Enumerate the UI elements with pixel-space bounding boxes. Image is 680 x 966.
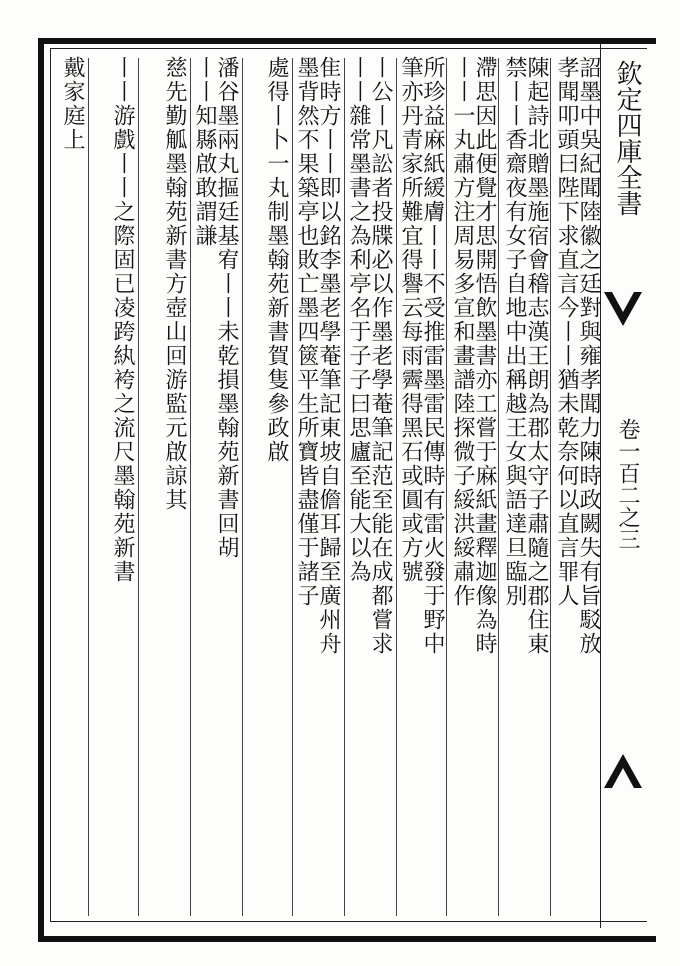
- text-column: 隹時方丨丨即以銘李墨老學菴筆記東坡自儋耳歸至廣州舟: [316, 56, 341, 656]
- column-rule: [446, 58, 447, 916]
- fishtail-bottom-inner: [612, 768, 634, 788]
- text-column: 筆亦丹青家所難宜得譽云每雨霽得黑石或圓或方號: [398, 56, 423, 584]
- text-column: 陳起詩北贈墨施宿會稽志漢王朗為郡太守子肅隨之郡住東: [524, 56, 549, 656]
- text-column: 丨丨知縣啟敢謂謙: [192, 56, 217, 248]
- juan-label: 卷一百二之三: [615, 418, 640, 550]
- book-title: 欽定四庫全書: [612, 60, 642, 216]
- fishtail-top-inner: [612, 292, 634, 312]
- text-column: 孝聞叩頭曰陛下求直言今丨丨猶未乾奈何以直言罪人: [554, 56, 579, 608]
- text-column: 丨丨一丸肅方注周易多宣和畫譜陸探微子綏洪綏肅作: [450, 56, 475, 608]
- text-column: 滯思因此便覺才思開悟飲墨書亦工嘗于麻紙畫釋迦像為時: [472, 56, 497, 656]
- column-rule: [396, 58, 397, 916]
- column-rule: [344, 58, 345, 916]
- column-rule: [190, 58, 191, 916]
- text-column: 墨背然不果築亭也敗亡墨四篋平生所寶皆盡僅于諸子: [294, 56, 319, 608]
- text-column: 禁丨丨香齋夜有女子自地中出稱越王女與語達旦臨別: [502, 56, 527, 608]
- text-column: 丨公丨凡訟者投牒必以作墨老學菴筆記范至能在成都嘗求: [368, 56, 393, 656]
- column-rule: [498, 58, 499, 916]
- text-column: 慈先勤觚墨翰苑新書方壺山回游監元啟諒其: [162, 56, 187, 512]
- column-rule: [292, 58, 293, 916]
- text-column: 詔墨中吳紀聞陸徽之廷對與雍孝聞力陳時政闕失有旨駁放: [576, 56, 601, 656]
- text-column: 所珍益麻紙緩膚丨丨不受推雷墨雷民傳時有雷火發于野中: [420, 56, 445, 656]
- column-rule: [550, 58, 551, 916]
- column-rule: [138, 58, 139, 916]
- text-column: 丨丨雜常墨書之為利亭名于子子曰思廬至能大以為: [346, 56, 371, 584]
- text-column: 潘谷墨兩丸摳廷基宥丨丨未乾損墨翰苑新書回胡: [214, 56, 239, 560]
- column-rule: [88, 58, 89, 916]
- column-rule: [242, 58, 243, 916]
- text-column: 丨丨游戲丨丨之際固已凌跨紈袴之流尺墨翰苑新書: [110, 56, 135, 584]
- text-column: 戴家庭上: [60, 56, 85, 152]
- text-column: 處得丨卜一丸制墨翰苑新書賀隻參政啟: [264, 56, 289, 464]
